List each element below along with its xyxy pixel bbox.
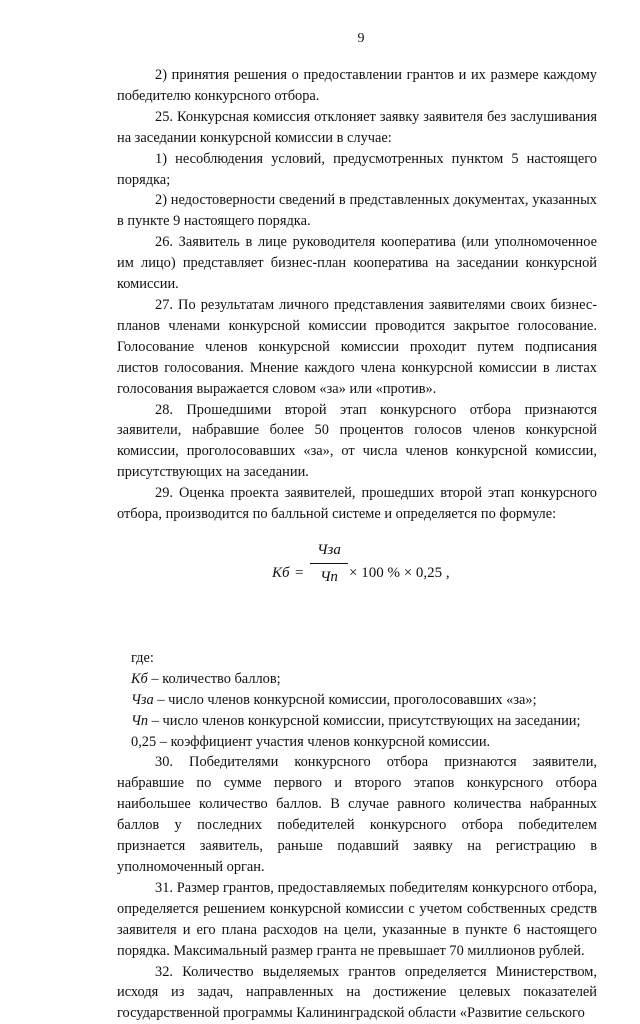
definition-text: 0,25 – коэффициент участия членов конкурсной комиссии. [131, 733, 491, 750]
definition-kb [117, 669, 597, 690]
where-label: где: [131, 649, 154, 666]
formula-denominator: Чп [320, 568, 338, 585]
paragraph-26: 26. Заявитель в лице руководителя кооператива (или уполномоченное им лицо) представляет бизнес-план кооператива на заседании конкурсной комиссии. [117, 234, 597, 293]
definition-symbol: Чза [131, 691, 154, 708]
paragraph-30: 30. Победителями конкурсного отбора признаются заявители, набравшие по сумме первого и второго этапов конкурсного отбора наибольшее количество баллов. В случае равного количества набранных баллов у последних победителей конкурсного отбора победителем признается заявитель, раньше подавший заявку на регистрацию в уполномоченный орган. [117, 754, 597, 875]
score-formula [117, 540, 597, 622]
formula-fraction [310, 540, 348, 587]
definition-coefficient [117, 732, 597, 753]
definition-chp [117, 711, 597, 732]
definition-symbol: Чп [131, 712, 149, 729]
page-number: 9 [357, 31, 365, 46]
paragraph-27: 27. По результатам личного представления заявителями своих бизнес-планов членами конкурсной комиссии проводится закрытое голосование. Голосование членов конкурсной комиссии проходит путем подписания листов голосования. Мнение каждого члена конкурсной комиссии в листах голосования выражается словом «за» или «против». [117, 296, 597, 397]
paragraph-25: 25. Конкурсная комиссия отклоняет заявку заявителя без заслушивания на заседании конкурсной комиссии в случае: [117, 108, 597, 146]
paragraph-25-2: 2) недостоверности сведений в представленных документах, указанных в пункте 9 настоящего порядка. [117, 192, 597, 230]
definition-text: – число членов конкурсной комиссии, присутствующих на заседании; [148, 712, 581, 729]
paragraph-24-2: 2) принятия решения о предоставлении грантов и их размере каждому победителю конкурсного отбора. [117, 67, 597, 104]
paragraph-32: 32. Количество выделяемых грантов определяется Министерством, исходя из задач, направленных на достижение целевых показателей государственной программы Калининградской области «Развитие сельского [117, 963, 597, 1022]
paragraph-31: 31. Размер грантов, предоставляемых победителям конкурсного отбора, определяется решением конкурсной комиссии с учетом собственных средств заявителя и его плана расходов на цели, указанные в пункте 6 настоящего порядка. Максимальный размер гранта не превышает 70 миллионов рублей. [117, 879, 597, 959]
definition-symbol: Кб [131, 670, 148, 687]
paragraph-25-1: 1) несоблюдения условий, предусмотренных пунктом 5 настоящего порядка; [117, 150, 597, 188]
definition-chza [117, 690, 597, 711]
formula-equals: = [295, 564, 304, 581]
definition-text: – число членов конкурсной комиссии, проголосовавших «за»; [153, 691, 537, 708]
formula-lhs: Кб [272, 564, 290, 581]
document-page [117, 30, 597, 1024]
paragraph-28: 28. Прошедшими второй этап конкурсного отбора признаются заявители, набравшие более 50 процентов голосов членов конкурсной комиссии, проголосовавших «за», от числа членов конкурсной комиссии, присутствующих на заседании. [117, 401, 597, 481]
formula-numerator: Чза [317, 541, 341, 558]
formula-rest: × 100 % × 0,25 , [349, 564, 450, 581]
definition-text: – количество баллов; [147, 670, 281, 687]
paragraph-29: 29. Оценка проекта заявителей, прошедших второй этап конкурсного отбора, производится по балльной системе и определяется по формуле: [117, 485, 597, 523]
fraction-bar [310, 563, 348, 564]
